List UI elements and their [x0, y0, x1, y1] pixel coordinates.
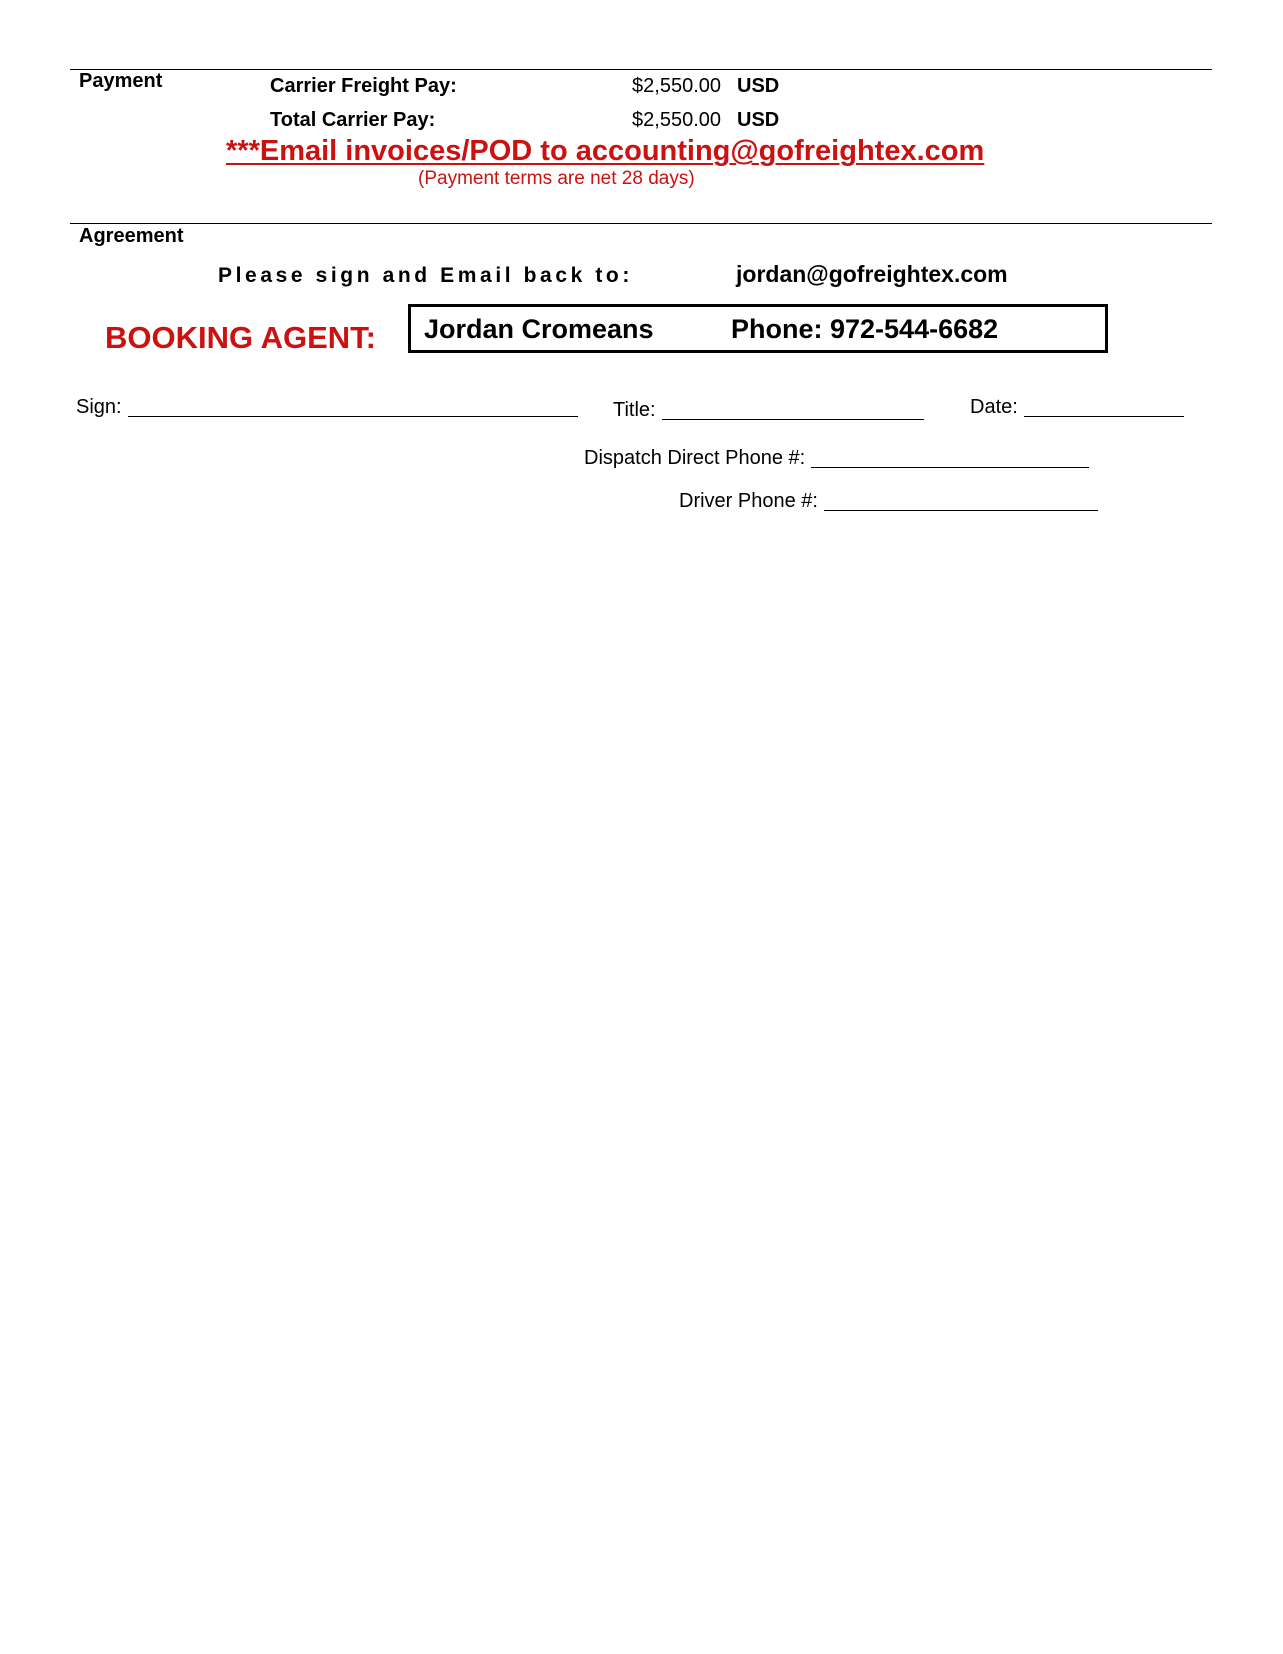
payment-terms-note: (Payment terms are net 28 days): [418, 168, 695, 189]
carrier-freight-pay-amount: $2,550.00: [632, 75, 721, 97]
driver-phone-label: Driver Phone #:: [679, 490, 818, 512]
agent-name: Jordan Cromeans: [424, 314, 654, 344]
total-carrier-pay-currency: USD: [737, 109, 780, 131]
sign-line[interactable]: [128, 415, 578, 417]
driver-phone-field[interactable]: [679, 490, 1098, 513]
total-carrier-pay-label: Total Carrier Pay:: [270, 109, 436, 131]
agreement-divider: [70, 223, 1212, 224]
sign-field[interactable]: [76, 396, 578, 419]
agent-phone: Phone: 972-544-6682: [731, 314, 999, 344]
dispatch-phone-label: Dispatch Direct Phone #:: [584, 447, 806, 469]
title-field[interactable]: [613, 399, 924, 422]
booking-agent-box: [408, 304, 1108, 353]
carrier-freight-pay-label: Carrier Freight Pay:: [270, 75, 457, 97]
payment-section-label: Payment: [79, 70, 163, 92]
date-line[interactable]: [1024, 415, 1184, 417]
date-label: Date:: [970, 396, 1018, 418]
title-label: Title:: [613, 399, 656, 421]
sign-label: Sign:: [76, 396, 122, 418]
return-email: jordan@gofreightex.com: [736, 261, 1008, 287]
title-line[interactable]: [662, 418, 924, 420]
carrier-freight-pay-currency: USD: [737, 75, 780, 97]
dispatch-phone-field[interactable]: [584, 447, 1089, 470]
dispatch-phone-line[interactable]: [811, 466, 1089, 468]
driver-phone-line[interactable]: [824, 509, 1098, 511]
booking-agent-label: BOOKING AGENT:: [105, 320, 376, 355]
sign-instruction: Please sign and Email back to:: [218, 264, 633, 287]
email-invoices-notice: ***Email invoices/POD to accounting@gofreightex.com: [226, 135, 985, 167]
total-carrier-pay-amount: $2,550.00: [632, 109, 721, 131]
payment-divider: [70, 69, 1212, 70]
agreement-section-label: Agreement: [79, 225, 184, 247]
date-field[interactable]: [970, 396, 1184, 419]
